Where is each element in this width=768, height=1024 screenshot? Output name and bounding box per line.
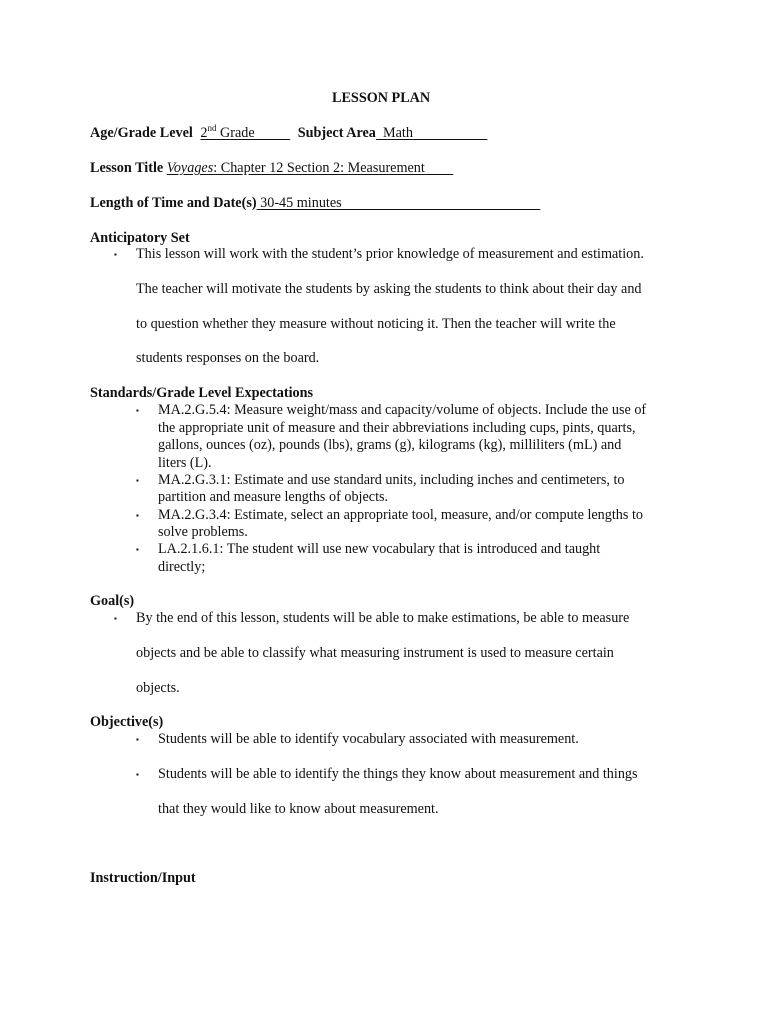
document-title: LESSON PLAN (332, 90, 431, 106)
standard-bullet-icon: ▪ (136, 476, 139, 485)
anticipatory-bullet-icon: ▪ (114, 250, 117, 259)
anticipatory-line: to question whether they measure without noticing it. Then the teacher will write the (136, 316, 616, 332)
goal-line: By the end of this lesson, students will be able to make estimations, be able to measure (136, 610, 630, 626)
length-label: Length of Time and Date(s) (90, 195, 257, 211)
anticipatory-set-heading: Anticipatory Set (90, 230, 190, 246)
lesson-title-label: Lesson Title (90, 160, 164, 176)
standard-line: solve problems. (158, 524, 248, 540)
standard-bullet-icon: ▪ (136, 511, 139, 520)
standard-bullet-icon: ▪ (136, 545, 139, 554)
age-grade-label: Age/Grade Level (90, 125, 193, 141)
subject-area-label: Subject Area (297, 125, 376, 141)
standard-bullet-icon: ▪ (136, 406, 139, 415)
length-value: 30-45 minutes (256, 195, 541, 211)
objective-line: Students will be able to identify the things they know about measurement and things (158, 766, 638, 782)
standard-line: MA.2.G.3.4: Estimate, select an appropriate tool, measure, and/or compute lengths to (158, 507, 644, 523)
standard-line: liters (L). (158, 455, 212, 471)
instruction-heading: Instruction/Input (90, 870, 196, 886)
lesson-title-value (167, 160, 453, 176)
goal-bullet-icon: ▪ (114, 614, 117, 623)
anticipatory-line: The teacher will motivate the students by asking the students to think about their day and (136, 281, 642, 297)
subject-area-value: Math (375, 125, 488, 141)
length-row (90, 195, 540, 212)
lesson-title-rest: : Chapter 12 Section 2: Measurement (213, 160, 454, 176)
objective-bullet-icon: ▪ (136, 735, 139, 744)
age-grade-value-grade: Grade (216, 125, 291, 141)
objective-line: that they would like to know about measurement. (158, 801, 439, 817)
standard-line: directly; (158, 559, 206, 575)
age-grade-value-suffix: nd (207, 123, 217, 133)
objective-line: Students will be able to identify vocabulary associated with measurement. (158, 731, 579, 747)
standard-line: the appropriate unit of measure and their abbreviations including cups, pints, quarts, (158, 420, 636, 436)
lesson-title-row (90, 160, 453, 177)
standard-line: MA.2.G.5.4: Measure weight/mass and capacity/volume of objects. Include the use of (158, 402, 647, 418)
goal-line: objects and be able to classify what measuring instrument is used to measure certain (136, 645, 614, 661)
objectives-heading: Objective(s) (90, 714, 164, 730)
standards-heading: Standards/Grade Level Expectations (90, 385, 314, 401)
standard-line: gallons, ounces (oz), pounds (lbs), grams (g), kilograms (kg), milliliters (mL) and (158, 437, 622, 453)
anticipatory-line: This lesson will work with the student’s prior knowledge of measurement and estimation. (136, 246, 644, 262)
standard-line: partition and measure lengths of objects. (158, 489, 389, 505)
anticipatory-line: students responses on the board. (136, 350, 320, 366)
objective-bullet-icon: ▪ (136, 770, 139, 779)
standard-line: LA.2.1.6.1: The student will use new vocabulary that is introduced and taught (158, 541, 601, 557)
standard-line: MA.2.G.3.1: Estimate and use standard units, including inches and centimeters, to (158, 472, 625, 488)
lesson-title-italic: Voyages (166, 160, 214, 176)
age-grade-value-number: 2 (200, 125, 208, 141)
age-grade-row (90, 125, 487, 142)
age-grade-value (200, 125, 290, 141)
goals-heading: Goal(s) (90, 593, 135, 609)
goal-line: objects. (136, 680, 180, 696)
